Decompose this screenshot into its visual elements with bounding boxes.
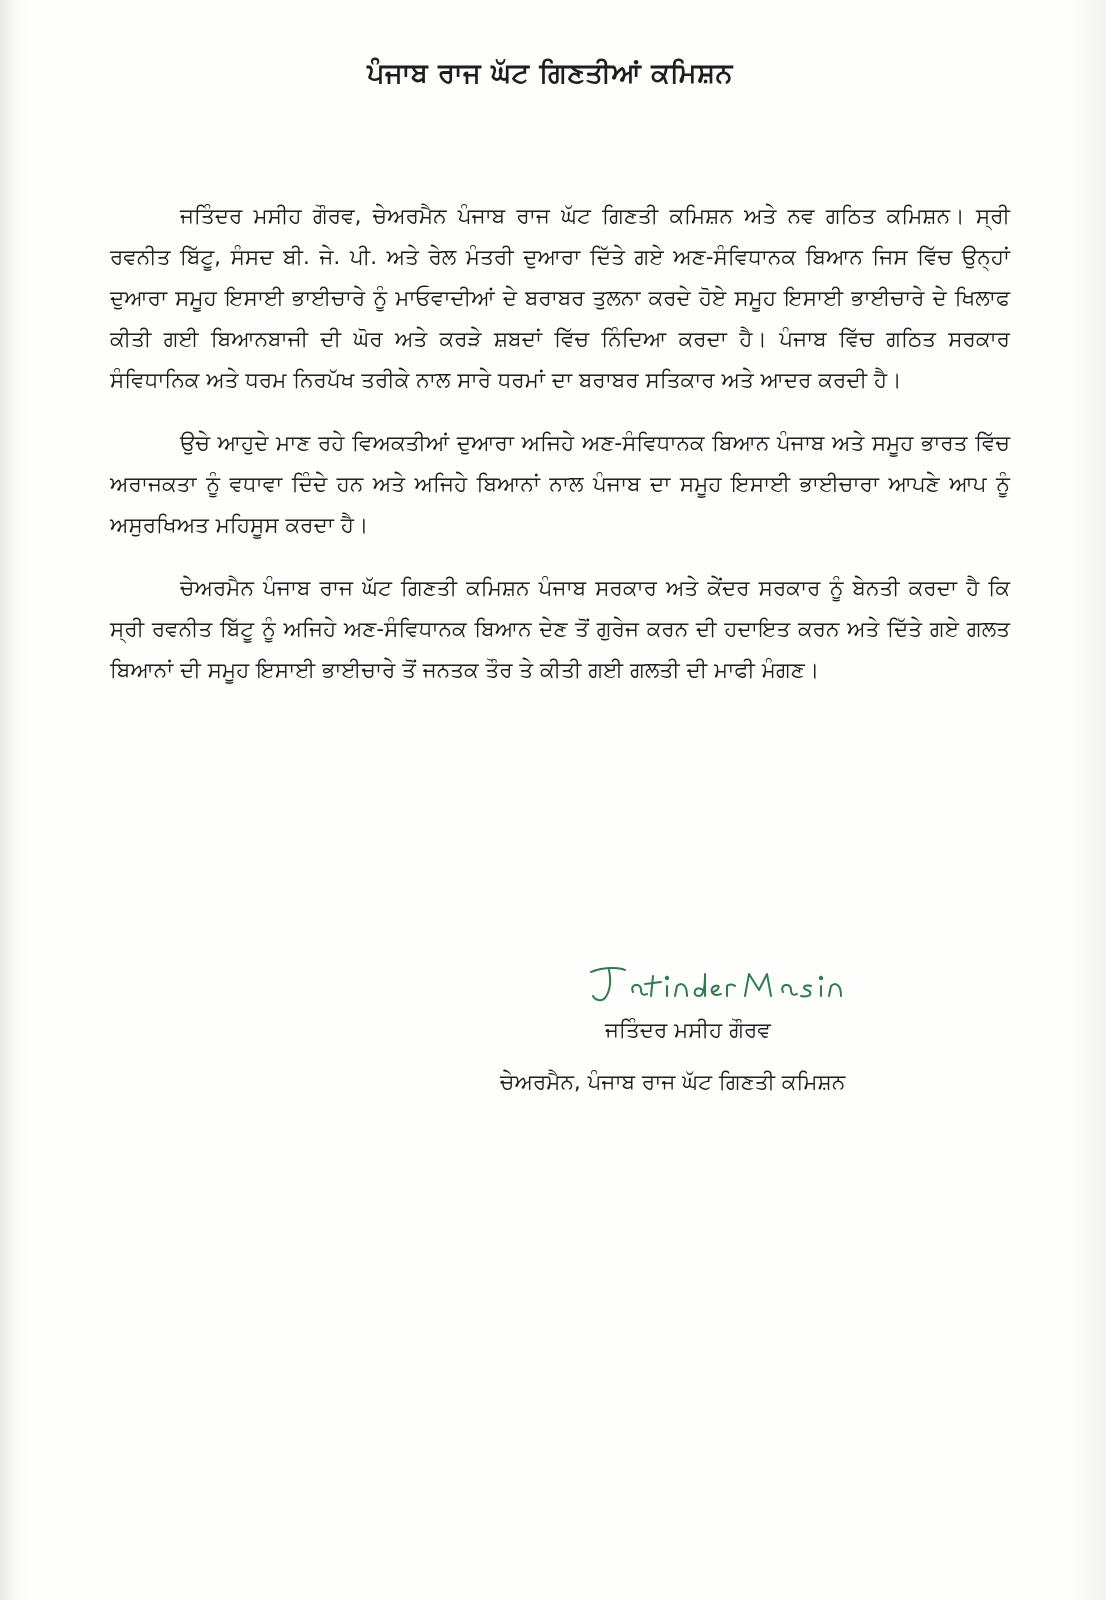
handwritten-signature (585, 960, 865, 1008)
signatory-name: ਜਤਿੰਦਰ ਮਸੀਹ ਗੌਰਵ (605, 1018, 771, 1043)
page-edge-shadow (0, 0, 14, 1600)
paragraph-3: ਚੇਅਰਮੈਨ ਪੰਜਾਬ ਰਾਜ ਘੱਟ ਗਿਣਤੀ ਕਮਿਸ਼ਨ ਪੰਜਾਬ ਸਰਕਾਰ ਅਤੇ ਕੇਂਦਰ ਸਰਕਾਰ ਨੂੰ ਬੇਨਤੀ ਕਰਦਾ ਹੈ ਕਿ ਸ੍ਰੀ ਰਵਨੀਤ ਬਿੱਟੂ ਨੂੰ ਅਜਿਹੇ ਅਣ-ਸੰਵਿਧਾਨਕ ਬਿਆਨ ਦੇਣ ਤੋਂ ਗੁਰੇਜ ਕਰਨ ਦੀ ਹਦਾਇਤ ਕਰਨ ਅਤੇ ਦਿੱਤੇ ਗਏ ਗਲਤ ਬਿਆਨਾਂ ਦੀ ਸਮੂਹ ਇਸਾਈ ਭਾਈਚਾਰੇ ਤੋਂ ਜਨਤਕ ਤੌਰ ਤੇ ਕੀਤੀ ਗਈ ਗਲਤੀ ਦੀ ਮਾਫੀ ਮੰਗਣ। (110, 576, 1010, 683)
document-body (110, 196, 1010, 713)
paragraph-2: ਉਚੇ ਆਹੁਦੇ ਮਾਣ ਰਹੇ ਵਿਅਕਤੀਆਂ ਦੁਆਰਾ ਅਜਿਹੇ ਅਣ-ਸੰਵਿਧਾਨਕ ਬਿਆਨ ਪੰਜਾਬ ਅਤੇ ਸਮੂਹ ਭਾਰਤ ਵਿੱਚ ਅਰਾਜਕਤਾ ਨੂੰ ਵਧਾਵਾ ਦਿੰਦੇ ਹਨ ਅਤੇ ਅਜਿਹੇ ਬਿਆਨਾਂ ਨਾਲ ਪੰਜਾਬ ਦਾ ਸਮੂਹ ਇਸਾਈ ਭਾਈਚਾਰਾ ਆਪਣੇ ਆਪ ਨੂੰ ਅਸੁਰਖਿਅਤ ਮਹਿਸੂਸ ਕਰਦਾ ਹੈ। (110, 431, 1010, 538)
signatory-designation: ਚੇਅਰਮੈਨ, ਪੰਜਾਬ ਰਾਜ ਘੱਟ ਗਿਣਤੀ ਕਮਿਸ਼ਨ (500, 1070, 846, 1095)
document-title: ਪੰਜਾਬ ਰਾਜ ਘੱਟ ਗਿਣਤੀਆਂ ਕਮਿਸ਼ਨ (367, 58, 733, 89)
paragraph-1: ਜਤਿੰਦਰ ਮਸੀਹ ਗੌਰਵ, ਚੇਅਰਮੈਨ ਪੰਜਾਬ ਰਾਜ ਘੱਟ ਗਿਣਤੀ ਕਮਿਸ਼ਨ ਅਤੇ ਨਵ ਗਠਿਤ ਕਮਿਸ਼ਨ। ਸ੍ਰੀ ਰਵਨੀਤ ਬਿੱਟੂ, ਸੰਸਦ ਬੀ. ਜੇ. ਪੀ. ਅਤੇ ਰੇਲ ਮੰਤਰੀ ਦੁਆਰਾ ਦਿੱਤੇ ਗਏ ਅਣ-ਸੰਵਿਧਾਨਕ ਬਿਆਨ ਜਿਸ ਵਿੱਚ ਉਨ੍ਹਾਂ ਦੁਆਰਾ ਸਮੂਹ ਇਸਾਈ ਭਾਈਚਾਰੇ ਨੂੰ ਮਾਓਵਾਦੀਆਂ ਦੇ ਬਰਾਬਰ ਤੁਲਨਾ ਕਰਦੇ ਹੋਏ ਸਮੂਹ ਇਸਾਈ ਭਾਈਚਾਰੇ ਦੇ ਖਿਲਾਫ ਕੀਤੀ ਗਈ ਬਿਆਨਬਾਜੀ ਦੀ ਘੋਰ ਅਤੇ ਕਰੜੇ ਸ਼ਬਦਾਂ ਵਿੱਚ ਨਿੰਦਿਆ ਕਰਦਾ ਹੈ। ਪੰਜਾਬ ਵਿੱਚ ਗਠਿਤ ਸਰਕਾਰ ਸੰਵਿਧਾਨਿਕ ਅਤੇ ਧਰਮ ਨਿਰਪੱਖ ਤਰੀਕੇ ਨਾਲ ਸਾਰੇ ਧਰਮਾਂ ਦਾ ਬਰਾਬਰ ਸਤਿਕਾਰ ਅਤੇ ਆਦਰ ਕਰਦੀ ਹੈ। (110, 204, 1010, 393)
